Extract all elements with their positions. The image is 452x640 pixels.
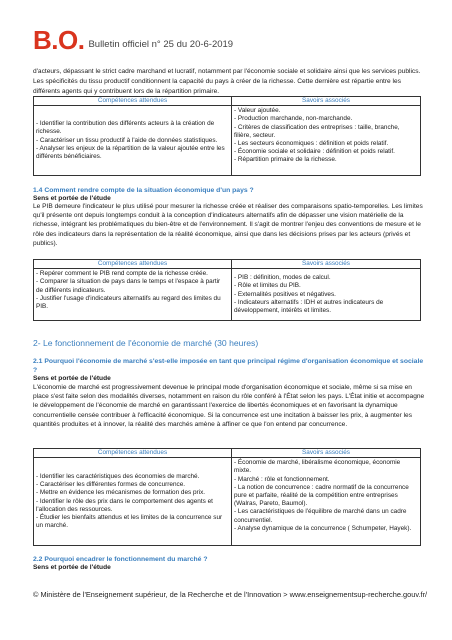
table-header-savoirs: Savoirs associés — [232, 260, 421, 269]
savoir-item: - La notion de concurrence : cadre normatif de la concurrence pure et parfaite, réalité de la compétition entre entreprises (Walras, Pareto, Baumol). — [234, 483, 409, 508]
section-heading: 2.2 Pourquoi encadrer le fonctionnement du marché ? — [33, 556, 208, 563]
part-title: 2- Le fonctionnement de l'économie de marché (30 heures) — [33, 338, 259, 348]
competence-item: - Caractériser un tissu productif à l'aide de données statistiques. — [36, 136, 218, 144]
savoir-item: - Les secteurs économiques : définition et poids relatif. — [234, 140, 389, 148]
competence-item: - Mettre en évidence les mécanismes de formation des prix. — [36, 489, 206, 497]
section-heading: 2.1 Pourquoi l'économie de marché s'est-elle imposée en tant que principal régime d'organisation économique et sociale ? — [33, 358, 424, 374]
sens-heading: Sens et portée de l'étude — [33, 195, 111, 202]
table-header-savoirs: Savoirs associés — [232, 449, 421, 458]
bo-logo: B.O. — [33, 25, 85, 55]
savoir-item: - Production marchande, non-marchande. — [234, 115, 353, 123]
competences-table-2 — [33, 259, 421, 321]
competence-item: - Identifier le rôle des prix dans le comportement des agents et l'allocation des ressources. — [36, 497, 213, 513]
savoir-item: - Indicateurs alternatifs : IDH et autres indicateurs de développement, intérêts et limites. — [234, 298, 384, 314]
savoir-item: - Critères de classification des entreprises : taille, branche, filière, secteur. — [234, 123, 400, 139]
section-paragraph: L'économie de marché est progressivement devenue le principal mode d'organisation économique et sociale, même si sa mise en place s'est faite selon des modalités diverses, notamment en raison du rôle conféré à l'État selon les pays. L'État initie et accompagne le développement de l'économie de marché en garantissant l'exercice de libertés économiques et en favorisant la dynamique concurrentielle censée contribuer à l'efficacité économique. Si la concurrence est une incitation à baisser les prix, à augmenter les quantités produites et à innover, la réalité des marchés amène à affiner ce que l'on entend par concurrence. — [33, 384, 425, 428]
savoir-item: - Valeur ajoutée. — [234, 107, 281, 115]
competence-item: - Identifier les caractéristiques des économies de marché. — [36, 472, 200, 480]
header — [33, 23, 233, 53]
savoir-item: - PIB : définition, modes de calcul. — [234, 274, 331, 282]
sens-heading: Sens et portée de l'étude — [33, 375, 111, 382]
savoir-item: - Rôle et limites du PIB. — [234, 282, 301, 290]
competence-item: - Étudier les bienfaits attendus et les limites de la concurrence sur un marché. — [36, 514, 223, 530]
savoirs-cell — [232, 458, 421, 546]
savoir-item: - Les caractéristiques de l'équilibre de marché dans un cadre concurrentiel. — [234, 508, 407, 524]
table-header-competences: Compétences attendues — [34, 97, 232, 106]
competence-item: - Comparer la situation de pays dans le temps et l'espace à partir de différents indicateurs. — [36, 278, 221, 294]
savoir-item: - Analyse dynamique de la concurrence ( Schumpeter, Hayek). — [234, 524, 412, 532]
savoirs-cell — [232, 269, 421, 321]
competence-item: - Caractériser les différentes formes de concurrence. — [36, 481, 186, 489]
competences-cell — [34, 269, 232, 321]
intro-paragraph: d'acteurs, dépassant le strict cadre marchand et lucratif, notamment par l'économie sociale et solidaire ainsi que les services publics. Les spécificités du tissu productif conditionnent la capacité du pays à créer de la richesse. Cette dernière est répartie entre les différents agents qui y contribuent lors de la répartition primaire. — [33, 68, 421, 95]
competences-cell — [34, 106, 232, 176]
savoirs-cell — [232, 106, 421, 176]
competence-item: - Identifier la contribution des différents acteurs à la création de richesse. — [36, 120, 215, 136]
table-header-savoirs: Savoirs associés — [232, 97, 421, 106]
table-header-competences: Compétences attendues — [34, 449, 232, 458]
table-header-competences: Compétences attendues — [34, 260, 232, 269]
bulletin-title: Bulletin officiel n° 25 du 20-6-2019 — [88, 39, 234, 50]
savoir-item: - Économie de marché, libéralisme économique, économie mixte. — [234, 459, 401, 475]
competence-item: - Analyser les enjeux de la répartition de la valeur ajoutée entre les différents bénéficiaires. — [36, 144, 225, 160]
section-paragraph: Le PIB demeure l'indicateur le plus utilisé pour mesurer la richesse créée et réaliser des comparaisons spatio-temporelles. Les limites qu'il présente ont depuis longtemps conduit à la conception d'indicateurs alternatifs afin de dépasser une vision matérielle de la richesse, intégrant les problématiques du bien-être et de l'environnement. Il s'agit de montrer l'enjeu des conventions de mesure et le rôle des indicateurs dans la représentation de la réalité économique, ainsi que dans les décisions prises par les acteurs (privés et publics). — [33, 203, 423, 247]
savoir-item: - Marché : rôle et fonctionnement. — [234, 475, 330, 483]
savoir-item: - Répartition primaire de la richesse. — [234, 156, 337, 164]
savoir-item: - Économie sociale et solidaire : définition et poids relatif. — [234, 148, 395, 156]
competences-table-3 — [33, 448, 421, 546]
footer-copyright: © Ministère de l'Enseignement supérieur, de la Recherche et de l'Innovation > www.enseignementsup-recherche.gouv.fr/ — [33, 590, 428, 599]
sens-heading: Sens et portée de l'étude — [33, 564, 111, 571]
competence-item: - Repérer comment le PIB rend compte de la richesse créée. — [36, 270, 208, 278]
savoir-item: - Externalités positives et négatives. — [234, 290, 336, 298]
competence-item: - Justifier l'usage d'indicateurs alternatifs au regard des limites du PIB. — [36, 294, 221, 311]
competences-table-1 — [33, 96, 421, 176]
competences-cell — [34, 458, 232, 546]
section-heading: 1.4 Comment rendre compte de la situation économique d'un pays ? — [33, 187, 254, 194]
